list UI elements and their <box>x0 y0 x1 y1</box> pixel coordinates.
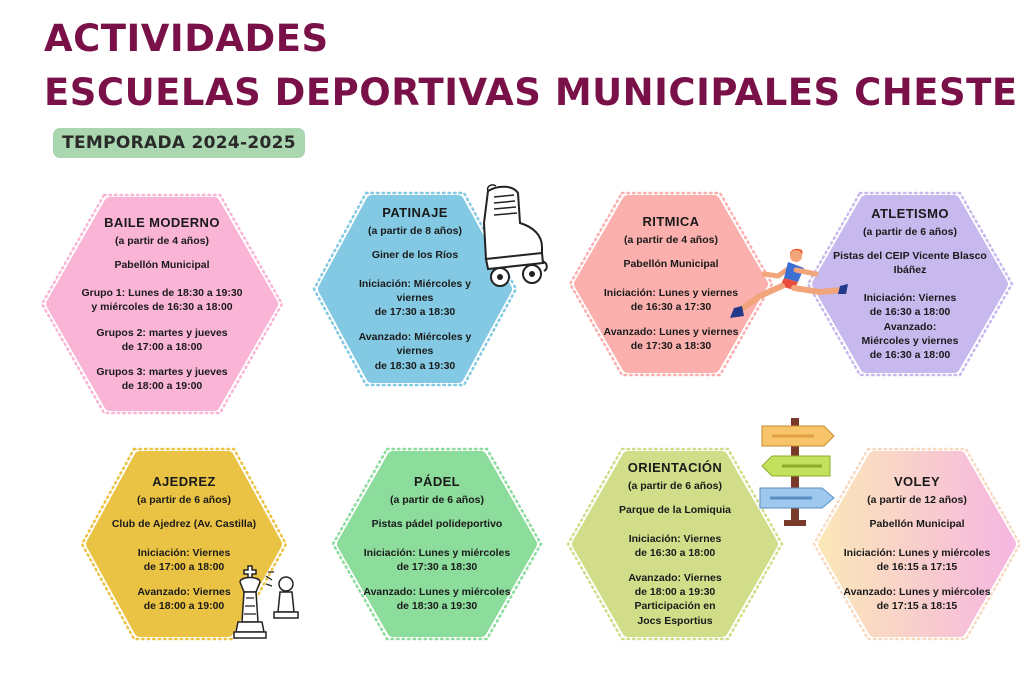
activity-schedule: Avanzado: Viernes de 18:00 a 19:00 <box>137 586 231 613</box>
activity-age: (a partir de 6 años) <box>137 494 231 507</box>
activity-schedule: Grupos 2: martes y jueves de 17:00 a 18:00 <box>96 326 228 353</box>
activity-card-padel <box>331 447 543 641</box>
activity-schedule: Iniciación: Viernes de 17:00 a 18:00 <box>137 546 231 574</box>
activity-age: (a partir de 4 años) <box>115 234 209 247</box>
activity-schedule: Iniciación: Viernes de 16:30 a 18:00 <box>628 532 722 559</box>
activity-name: VOLEY <box>893 474 941 490</box>
activity-schedule: Avanzado: Lunes y viernes de 17:30 a 18:30 <box>603 326 739 353</box>
activity-age: (a partir de 6 años) <box>628 480 722 493</box>
page-title-line-1: ACTIVIDADES <box>44 17 329 60</box>
activity-schedule: Iniciación: Miércoles y viernes de 17:30 a 18:30 <box>358 277 472 319</box>
activity-name: BAILE MODERNO <box>104 214 220 230</box>
activity-venue: Parque de la Lomiquia <box>618 504 732 517</box>
activity-card-voley <box>812 447 1022 641</box>
activity-name: ORIENTACIÓN <box>627 460 723 476</box>
season-badge: TEMPORADA 2024-2025 <box>53 128 305 158</box>
activity-schedule: Avanzado: Miércoles y viernes de 18:30 a 19:30 <box>358 331 472 372</box>
activity-venue: Club de Ajedrez (Av. Castilla) <box>111 518 257 531</box>
activity-schedule: Avanzado: Viernes de 18:00 a 19:30 Participación en Jocs Esportius <box>628 572 722 627</box>
activity-card-orientacion <box>566 447 784 641</box>
hurdle-runner-icon <box>724 246 850 328</box>
activity-schedule: Iniciación: Viernes de 16:30 a 18:00 Avanzado: Miércoles y viernes de 16:30 a 18:00 <box>861 292 959 361</box>
activity-schedule: Iniciación: Lunes y miércoles de 17:30 a 18:30 <box>363 546 511 574</box>
activity-name: AJEDREZ <box>152 474 216 490</box>
roller-skate-icon <box>458 183 550 295</box>
activity-age: (a partir de 6 años) <box>390 494 484 507</box>
activity-age: (a partir de 6 años) <box>863 225 957 238</box>
activity-name: RITMICA <box>642 214 700 230</box>
activity-schedule: Avanzado: Lunes y miércoles de 17:15 a 18:15 <box>843 586 991 613</box>
activity-name: ATLETISMO <box>871 205 949 221</box>
activity-age: (a partir de 4 años) <box>624 234 718 247</box>
activity-schedule: Grupo 1: Lunes de 18:30 a 19:30 y miércoles de 16:30 a 18:00 <box>81 287 243 314</box>
activity-age: (a partir de 8 años) <box>368 225 462 238</box>
chess-pieces-icon <box>230 562 302 656</box>
signpost-icon <box>758 416 836 528</box>
activity-name: PÁDEL <box>413 474 461 490</box>
activity-schedule: Iniciación: Lunes y viernes de 16:30 a 17:30 <box>603 286 739 314</box>
activity-venue: Giner de los Ríos <box>371 249 459 262</box>
activity-venue: Pabellón Municipal <box>114 258 210 271</box>
page-title-line-2: ESCUELAS DEPORTIVAS MUNICIPALES CHESTE <box>44 71 1018 114</box>
activity-schedule: Iniciación: Lunes y miércoles de 16:15 a 17:15 <box>843 546 991 574</box>
activity-schedule: Avanzado: Lunes y miércoles de 18:30 a 19:30 <box>363 586 511 613</box>
activity-venue: Pabellón Municipal <box>623 258 719 271</box>
activity-venue: Pistas pádel polideportivo <box>371 518 503 531</box>
activity-age: (a partir de 12 años) <box>867 494 967 507</box>
activity-name: PATINAJE <box>382 205 448 221</box>
activity-card-baile <box>40 193 284 415</box>
activity-schedule: Grupos 3: martes y jueves de 18:00 a 19:00 <box>96 365 228 393</box>
activity-venue: Pistas del CEIP Vicente Blasco Ibáñez <box>833 249 987 276</box>
activity-venue: Pabellón Municipal <box>869 518 965 531</box>
